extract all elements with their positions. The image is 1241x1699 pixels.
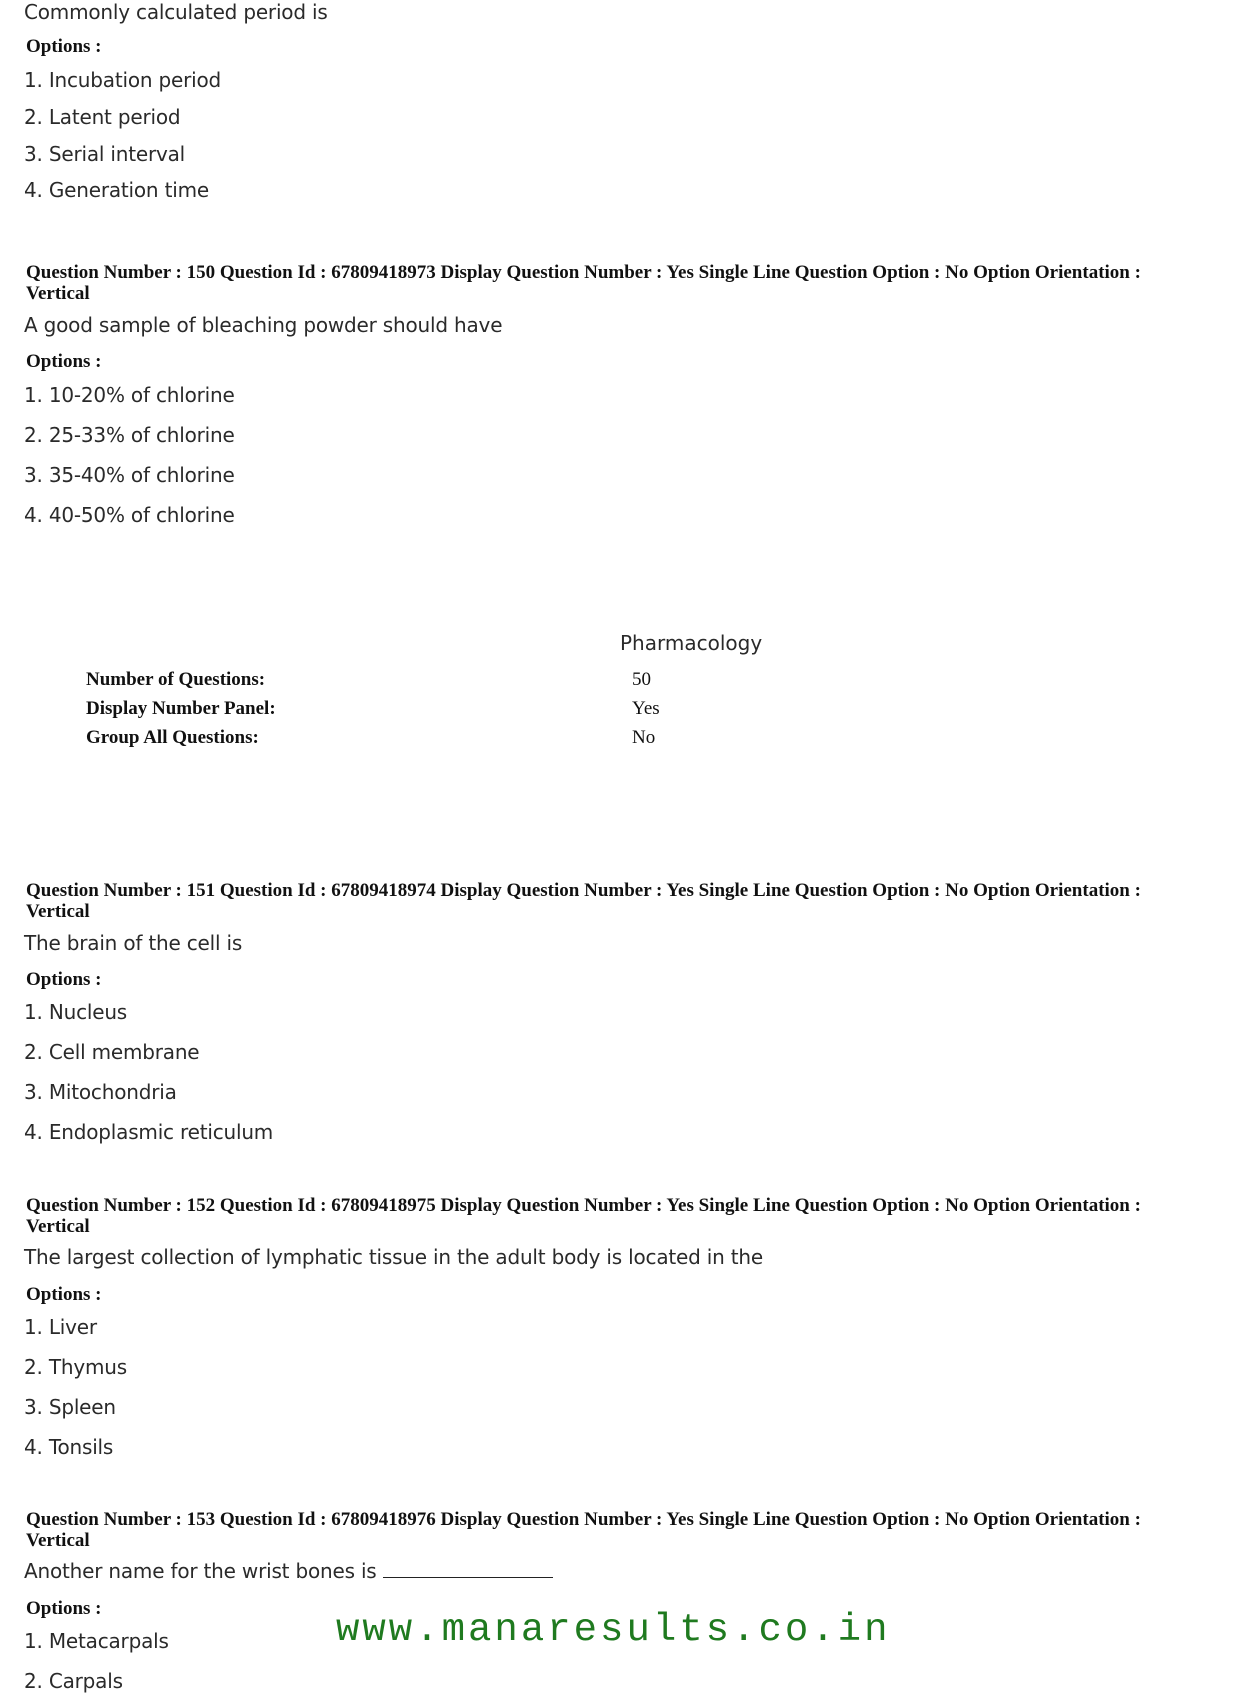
question-header: Question Number : 150 Question Id : 67809418973 Display Question Number : Yes Single Line Question Option : No Option Orientation : Vertical xyxy=(26,262,1141,304)
meta-key: Group All Questions: xyxy=(86,727,259,748)
section-title: Pharmacology xyxy=(620,631,763,655)
option-2: 2. Cell membrane xyxy=(24,1040,200,1064)
option-2: 2. 25-33% of chlorine xyxy=(24,423,235,447)
options-label: Options : xyxy=(26,1598,102,1619)
question-text: The brain of the cell is xyxy=(24,931,243,955)
option-4: 4. Tonsils xyxy=(24,1435,114,1459)
option-1: 1. Liver xyxy=(24,1315,97,1339)
option-1: 1. Metacarpals xyxy=(24,1629,169,1653)
option-1: 1. 10-20% of chlorine xyxy=(24,383,235,407)
question-line xyxy=(24,1559,553,1583)
option-4: 4. 40-50% of chlorine xyxy=(24,503,235,527)
option-2: 2. Thymus xyxy=(24,1355,127,1379)
options-label: Options : xyxy=(26,1284,102,1305)
question-text: A good sample of bleaching powder should have xyxy=(24,313,503,337)
option-2: 2. Latent period xyxy=(24,105,181,129)
option-1: 1. Nucleus xyxy=(24,1000,128,1024)
options-label: Options : xyxy=(26,351,102,372)
answer-blank xyxy=(383,1561,553,1578)
option-3: 3. 35-40% of chlorine xyxy=(24,463,235,487)
option-3: 3. Serial interval xyxy=(24,142,186,166)
meta-value: No xyxy=(632,727,656,748)
question-header: Question Number : 152 Question Id : 67809418975 Display Question Number : Yes Single Line Question Option : No Option Orientation : Vertical xyxy=(26,1195,1141,1237)
option-2: 2. Carpals xyxy=(24,1669,123,1693)
option-3: 3. Spleen xyxy=(24,1395,116,1419)
option-3: 3. Mitochondria xyxy=(24,1080,177,1104)
watermark-url: www.manaresults.co.in xyxy=(336,1608,891,1652)
meta-value: Yes xyxy=(632,698,660,719)
question-header: Question Number : 153 Question Id : 67809418976 Display Question Number : Yes Single Line Question Option : No Option Orientation : Vertical xyxy=(26,1509,1141,1551)
question-text: The largest collection of lymphatic tissue in the adult body is located in the xyxy=(24,1245,763,1269)
options-label: Options : xyxy=(26,36,102,57)
meta-value: 50 xyxy=(632,669,651,690)
question-text: Commonly calculated period is xyxy=(24,0,328,24)
options-label: Options : xyxy=(26,969,102,990)
option-1: 1. Incubation period xyxy=(24,68,222,92)
option-4: 4. Generation time xyxy=(24,178,209,202)
option-4: 4. Endoplasmic reticulum xyxy=(24,1120,274,1144)
meta-key: Display Number Panel: xyxy=(86,698,276,719)
question-text: Another name for the wrist bones is xyxy=(24,1559,377,1583)
meta-key: Number of Questions: xyxy=(86,669,266,690)
question-header: Question Number : 151 Question Id : 67809418974 Display Question Number : Yes Single Line Question Option : No Option Orientation : Vertical xyxy=(26,880,1141,922)
